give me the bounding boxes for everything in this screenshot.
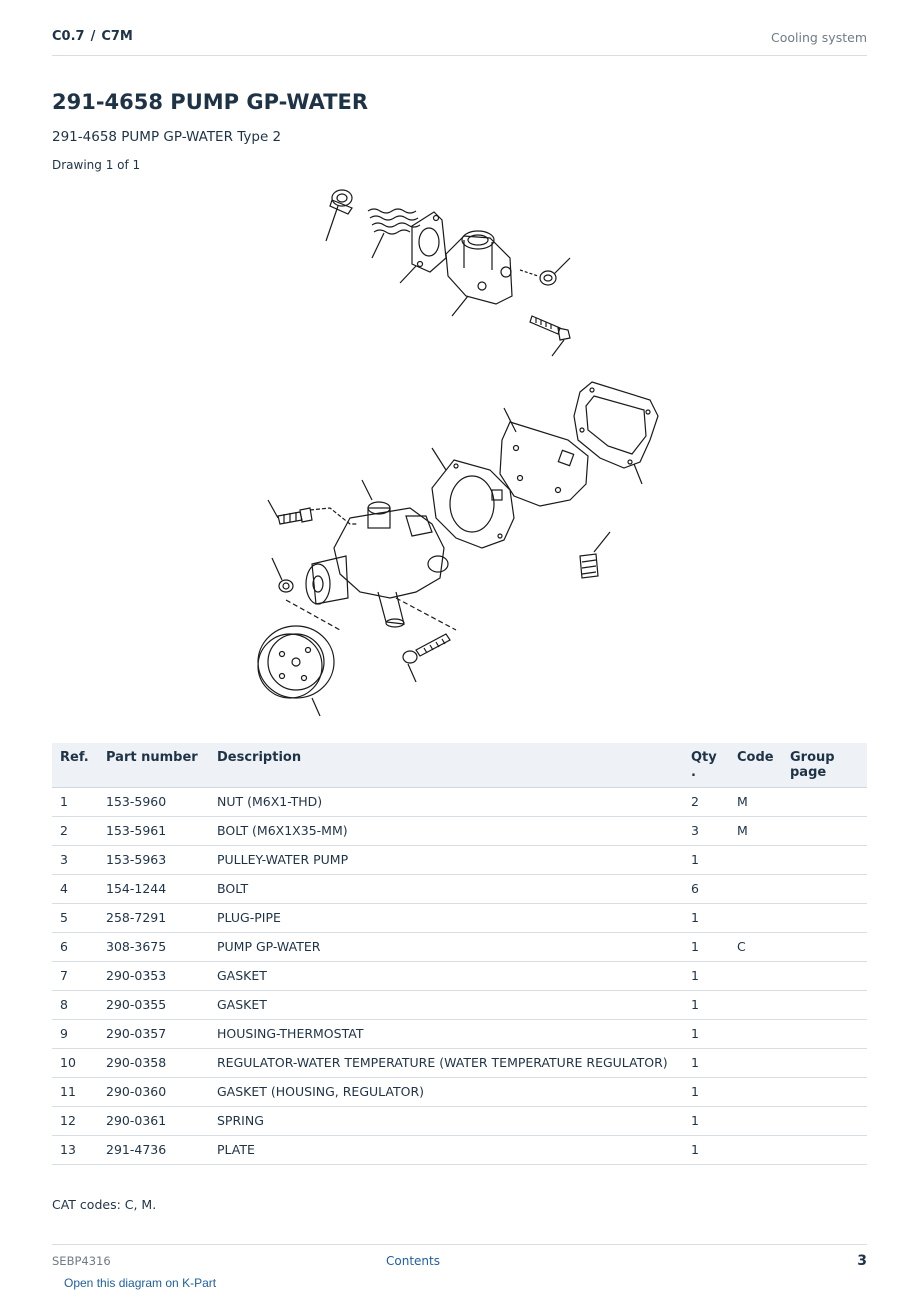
cell-code bbox=[729, 846, 782, 875]
table-row bbox=[52, 817, 867, 846]
thermostat-housing-drawing bbox=[446, 231, 512, 316]
table-row bbox=[52, 1049, 867, 1078]
cell-description: REGULATOR-WATER TEMPERATURE (WATER TEMPERATURE REGULATOR) bbox=[209, 1049, 683, 1078]
parts-table bbox=[52, 743, 867, 1165]
cell-qty: 1 bbox=[683, 933, 729, 962]
section-title: Cooling system bbox=[771, 30, 867, 45]
cell-description: PLATE bbox=[209, 1136, 683, 1165]
regulator-drawing bbox=[326, 190, 352, 241]
cell-qty: 1 bbox=[683, 1136, 729, 1165]
cell-part-number[interactable]: 290-0358 bbox=[98, 1049, 209, 1078]
cell-code bbox=[729, 962, 782, 991]
cell-ref: 6 bbox=[52, 933, 98, 962]
cell-qty: 1 bbox=[683, 1107, 729, 1136]
cell-ref: 2 bbox=[52, 817, 98, 846]
cell-part-number[interactable]: 258-7291 bbox=[98, 904, 209, 933]
cell-code: M bbox=[729, 817, 782, 846]
cell-description: GASKET bbox=[209, 962, 683, 991]
cell-code bbox=[729, 1078, 782, 1107]
document-id: SEBP4316 bbox=[52, 1254, 111, 1268]
cell-qty: 3 bbox=[683, 817, 729, 846]
housing-gasket-drawing bbox=[400, 212, 446, 283]
cell-part-number[interactable]: 308-3675 bbox=[98, 933, 209, 962]
cell-code bbox=[729, 991, 782, 1020]
page-footer bbox=[52, 1244, 867, 1277]
cell-group-page bbox=[782, 904, 867, 933]
column-header-code: Code bbox=[729, 743, 782, 788]
cell-description: GASKET (HOUSING, REGULATOR) bbox=[209, 1078, 683, 1107]
cell-ref: 7 bbox=[52, 962, 98, 991]
breadcrumb-separator: / bbox=[90, 29, 96, 44]
table-row bbox=[52, 991, 867, 1020]
cell-description: SPRING bbox=[209, 1107, 683, 1136]
cell-description: HOUSING-THERMOSTAT bbox=[209, 1020, 683, 1049]
table-header-row bbox=[52, 743, 867, 788]
contents-link[interactable]: Contents bbox=[386, 1254, 440, 1268]
cell-ref: 11 bbox=[52, 1078, 98, 1107]
page-title: 291-4658 PUMP GP-WATER bbox=[52, 90, 369, 114]
breadcrumb-engine[interactable]: C7M bbox=[101, 29, 133, 44]
drawing-counter: Drawing 1 of 1 bbox=[52, 158, 141, 172]
cell-group-page bbox=[782, 1136, 867, 1165]
pump-body-drawing bbox=[306, 480, 448, 627]
cell-ref: 9 bbox=[52, 1020, 98, 1049]
cell-code bbox=[729, 1107, 782, 1136]
pulley-drawing bbox=[258, 600, 340, 716]
cell-description: NUT (M6X1-THD) bbox=[209, 788, 683, 817]
cell-group-page bbox=[782, 1107, 867, 1136]
cell-group-page bbox=[782, 788, 867, 817]
cell-qty: 1 bbox=[683, 991, 729, 1020]
table-row bbox=[52, 1107, 867, 1136]
table-row bbox=[52, 962, 867, 991]
cell-code bbox=[729, 1136, 782, 1165]
table-row bbox=[52, 846, 867, 875]
cell-group-page bbox=[782, 817, 867, 846]
bolt-left-drawing bbox=[268, 500, 358, 524]
cell-ref: 4 bbox=[52, 875, 98, 904]
cell-part-number[interactable]: 290-0361 bbox=[98, 1107, 209, 1136]
bolt-lower-drawing bbox=[396, 598, 456, 682]
cell-ref: 12 bbox=[52, 1107, 98, 1136]
cell-qty: 2 bbox=[683, 788, 729, 817]
column-header-description: Description bbox=[209, 743, 683, 788]
cat-codes-note: CAT codes: C, M. bbox=[52, 1197, 157, 1212]
column-header-group-page: Group page bbox=[782, 743, 867, 788]
cell-part-number[interactable]: 290-0353 bbox=[98, 962, 209, 991]
table-row bbox=[52, 1078, 867, 1107]
cell-ref: 10 bbox=[52, 1049, 98, 1078]
cell-group-page bbox=[782, 1049, 867, 1078]
cell-description: BOLT (M6X1X35-MM) bbox=[209, 817, 683, 846]
cell-description: PUMP GP-WATER bbox=[209, 933, 683, 962]
cell-part-number[interactable]: 291-4736 bbox=[98, 1136, 209, 1165]
page-number: 3 bbox=[857, 1253, 867, 1269]
cell-code bbox=[729, 1049, 782, 1078]
plug-drawing bbox=[580, 532, 610, 578]
cell-qty: 1 bbox=[683, 1078, 729, 1107]
cell-description: PULLEY-WATER PUMP bbox=[209, 846, 683, 875]
front-gasket-drawing bbox=[432, 448, 514, 548]
cell-code: M bbox=[729, 788, 782, 817]
cell-code bbox=[729, 1020, 782, 1049]
cell-part-number[interactable]: 153-5960 bbox=[98, 788, 209, 817]
table-row bbox=[52, 788, 867, 817]
cell-ref: 8 bbox=[52, 991, 98, 1020]
cell-qty: 1 bbox=[683, 904, 729, 933]
cell-code bbox=[729, 875, 782, 904]
table-row bbox=[52, 933, 867, 962]
page-subtitle: 291-4658 PUMP GP-WATER Type 2 bbox=[52, 129, 282, 145]
cell-qty: 1 bbox=[683, 962, 729, 991]
cell-qty: 1 bbox=[683, 1020, 729, 1049]
page-header bbox=[52, 26, 867, 56]
cell-group-page bbox=[782, 962, 867, 991]
column-header-part-number: Part number bbox=[98, 743, 209, 788]
cell-description: PLUG-PIPE bbox=[209, 904, 683, 933]
cell-group-page bbox=[782, 1078, 867, 1107]
cell-group-page bbox=[782, 1020, 867, 1049]
cell-part-number[interactable]: 153-5961 bbox=[98, 817, 209, 846]
table-row bbox=[52, 904, 867, 933]
cell-code bbox=[729, 904, 782, 933]
cell-qty: 1 bbox=[683, 846, 729, 875]
table-row bbox=[52, 875, 867, 904]
exploded-parts-diagram[interactable] bbox=[220, 178, 700, 723]
column-header-ref: Ref. bbox=[52, 743, 98, 788]
cell-qty: 1 bbox=[683, 1049, 729, 1078]
cell-code: C bbox=[729, 933, 782, 962]
nut-upper-drawing bbox=[520, 258, 570, 285]
nut-left-drawing bbox=[272, 558, 293, 592]
cell-qty: 6 bbox=[683, 875, 729, 904]
table-row bbox=[52, 1136, 867, 1165]
cell-description: GASKET bbox=[209, 991, 683, 1020]
cell-part-number[interactable]: 153-5963 bbox=[98, 846, 209, 875]
cell-group-page bbox=[782, 846, 867, 875]
cell-part-number[interactable]: 154-1244 bbox=[98, 875, 209, 904]
cell-ref: 1 bbox=[52, 788, 98, 817]
cell-part-number[interactable]: 290-0360 bbox=[98, 1078, 209, 1107]
cell-part-number[interactable]: 290-0355 bbox=[98, 991, 209, 1020]
parts-table-body bbox=[52, 788, 867, 1165]
cell-part-number[interactable]: 290-0357 bbox=[98, 1020, 209, 1049]
open-k-part-link[interactable]: Open this diagram on K-Part bbox=[64, 1276, 217, 1290]
cell-group-page bbox=[782, 933, 867, 962]
table-row bbox=[52, 1020, 867, 1049]
cell-ref: 5 bbox=[52, 904, 98, 933]
cell-ref: 3 bbox=[52, 846, 98, 875]
cell-description: BOLT bbox=[209, 875, 683, 904]
breadcrumb-model[interactable]: C0.7 bbox=[52, 29, 85, 44]
cell-group-page bbox=[782, 875, 867, 904]
cell-group-page bbox=[782, 991, 867, 1020]
column-header-qty: Qty . bbox=[683, 743, 729, 788]
cell-ref: 13 bbox=[52, 1136, 98, 1165]
bolt-upper-drawing bbox=[530, 316, 570, 356]
breadcrumb bbox=[52, 29, 133, 44]
